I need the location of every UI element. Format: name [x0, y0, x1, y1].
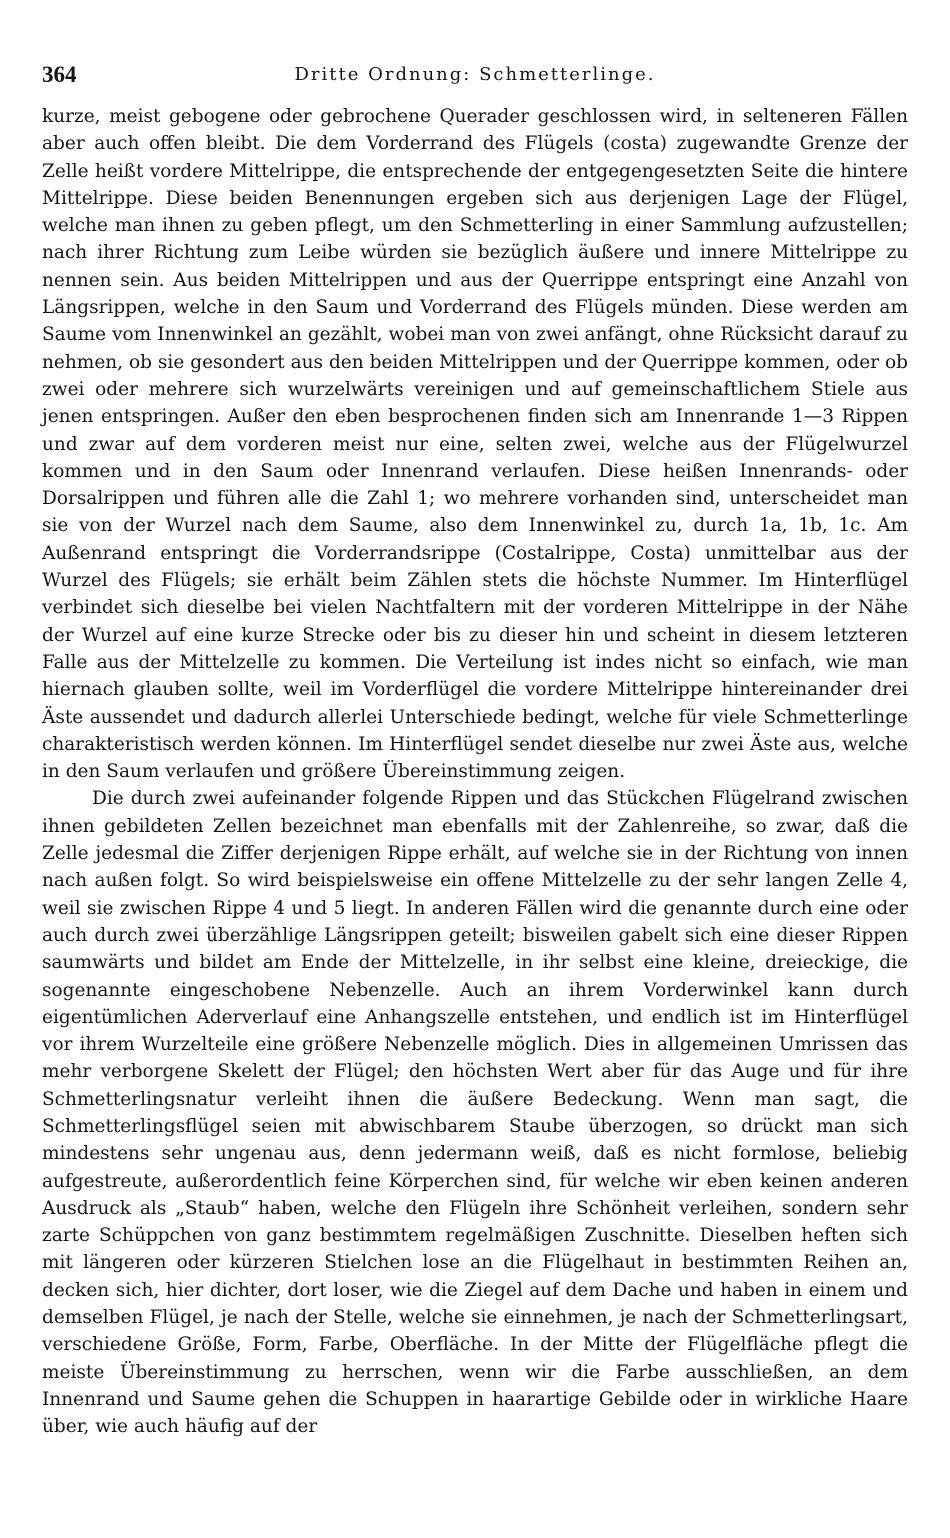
- running-title: Dritte Ordnung: Schmetterlinge.: [294, 64, 656, 85]
- page-header: [42, 62, 908, 92]
- paragraph-continuation: kurze, meist gebogene oder gebrochene Querader geschlossen wird, in selteneren Fällen aber auch offen bleibt. Die dem Vorderrand des Flügels (costa) zugewandte Grenze der Zelle heißt vordere Mittelrippe, die entsprechende der entgegengesetzten Seite die hintere Mittelrippe. Diese beiden Benennungen ergeben sich aus derjenigen Lage der Flügel, welche man ihnen zu geben pflegt, um den Schmetterling in einer Sammlung aufzustellen; nach ihrer Richtung zum Leibe würden sie bezüglich äußere und innere Mittelrippe zu nennen sein. Aus beiden Mittelrippen und aus der Querrippe entspringt eine Anzahl von Längsrippen, welche in den Saum und Vorderrand des Flügels münden. Diese werden am Saume vom Innenwinkel an gezählt, wobei man von zwei anfängt, ohne Rücksicht darauf zu nehmen, ob sie gesondert aus den beiden Mittelrippen und der Querrippe kommen, oder ob zwei oder mehrere sich wurzelwärts vereinigen und auf gemeinschaftlichem Stiele aus jenen entspringen. Außer den eben besprochenen finden sich am Innenrande 1—3 Rippen und zwar auf dem vorderen meist nur eine, selten zwei, welche aus der Flügelwurzel kommen und in den Saum oder Innenrand verlaufen. Diese heißen Innenrands- oder Dorsalrippen und führen alle die Zahl 1; wo mehrere vorhanden sind, unterscheidet man sie von der Wurzel nach dem Saume, also dem Innenwinkel zu, durch 1a, 1b, 1c. Am Außenrand entspringt die Vorderrandsrippe (Costalrippe, Costa) unmittelbar aus der Wurzel des Flügels; sie erhält beim Zählen stets die höchste Nummer. Im Hinterflügel verbindet sich dieselbe bei vielen Nachtfaltern mit der vorderen Mittelrippe in der Nähe der Wurzel auf eine kurze Strecke oder bis zu dieser hin und scheint in diesem letzteren Falle aus der Mittelzelle zu kommen. Die Verteilung ist indes nicht so einfach, wie man hiernach glauben sollte, weil im Vorderflügel die vordere Mittelrippe hintereinander drei Äste aussendet und dadurch allerlei Unterschiede bedingt, welche für viele Schmetterlinge charakteristisch werden können. Im Hinterflügel sendet dieselbe nur zwei Äste aus, welche in den Saum verlaufen und größere Übereinstimmung zeigen.: [42, 106, 908, 783]
- paragraph-cells: Die durch zwei aufeinander folgende Rippen und das Stückchen Flügelrand zwischen ihnen gebildeten Zellen bezeichnet man ebenfalls mit der Zahlenreihe, so zwar, daß die Zelle jedesmal die Ziffer derjenigen Rippe erhält, auf welche sie in der Richtung von innen nach außen folgt. So wird beispielsweise ein offene Mittelzelle zu der sehr langen Zelle 4, weil sie zwischen Rippe 4 und 5 liegt. In anderen Fällen wird die genannte durch eine oder auch durch zwei überzählige Längsrippen geteilt; bisweilen gabelt sich eine dieser Rippen saumwärts und bildet am Ende der Mittelzelle, in ihr selbst eine kleine, dreieckige, die sogenannte eingeschobene Nebenzelle. Auch an ihrem Vorderwinkel kann durch eigentümlichen Aderverlauf eine Anhangszelle entstehen, und endlich ist im Hinterflügel vor ihrem Wurzelteile eine größere Nebenzelle möglich. Dies in allgemeinen Umrissen das mehr verborgene Skelett der Flügel; den höchsten Wert aber für das Auge und für ihre Schmetterlingsnatur verleiht ihnen die äußere Bedeckung. Wenn man sagt, die Schmetterlingsflügel seien mit abwischbarem Staube überzogen, so drückt man sich mindestens sehr ungenau aus, denn jedermann weiß, daß es nicht formlose, beliebig aufgestreute, außerordentlich feine Körperchen sind, für welche wir eben keinen anderen Ausdruck als „Staub“ haben, welche den Flügeln ihre Schönheit verleihen, sondern sehr zarte Schüppchen von ganz bestimmtem regelmäßigen Zuschnitte. Dieselben heften sich mit längeren oder kürzeren Stielchen lose an die Flügelhaut in bestimmten Reihen an, decken sich, hier dichter, dort loser, wie die Ziegel auf dem Dache und haben in einem und demselben Flügel, je nach der Stelle, welche sie einnehmen, je nach der Schmetterlingsart, verschiedene Größe, Form, Farbe, Oberfläche. In der Mitte der Flügelfläche pflegt die meiste Übereinstimmung zu herrschen, wenn wir die Farbe ausschließen, an dem Innenrand und Saume gehen die Schuppen in haarartige Gebilde oder in wirkliche Haare über, wie auch häufig auf der: [42, 788, 908, 1438]
- body-text: [42, 103, 908, 1441]
- page-number: 364: [42, 62, 77, 87]
